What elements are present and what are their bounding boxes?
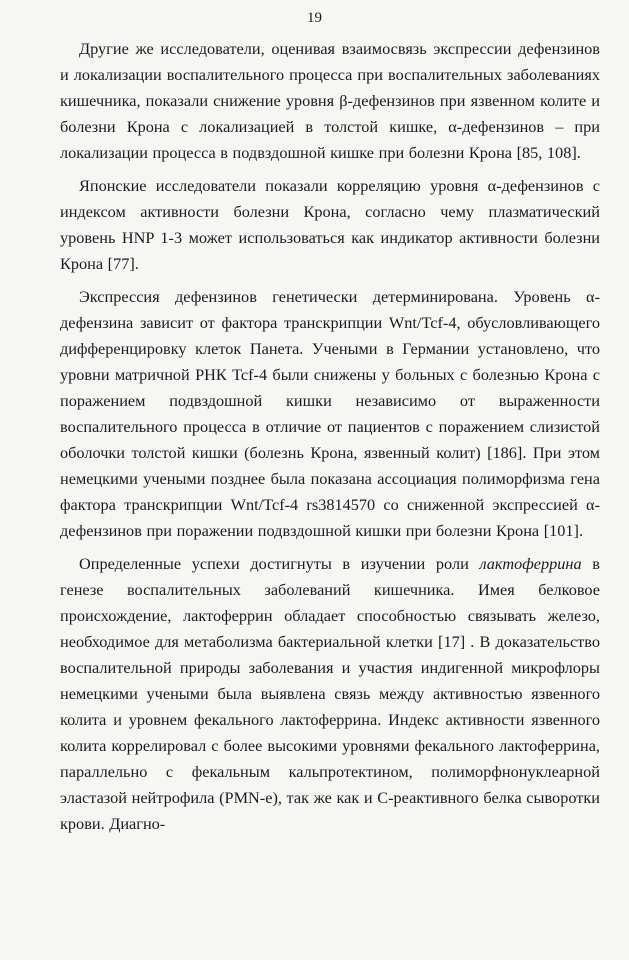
lactoferrin-text-before: Определенные успехи достигнуты в изучении роли <box>79 554 480 573</box>
body-text <box>60 36 600 844</box>
lactoferrin-term: лактоферрина <box>479 554 582 573</box>
lactoferrin-text-after: в генезе воспалительных заболеваний кишечника. Имея белковое происхождение, лактоферрин обладает способностью связывать железо, необходимое для метаболизма бактериальной клетки [17] . В доказательство воспалительной природы заболевания и участия индигенной микрофлоры немецкими учеными была выявлена связь между активностью язвенного колита и уровнем фекального лактоферрина. Индекс активности язвенного колита коррелировал с более высокими уровнями фекального лактоферрина, параллельно с фекальным кальпротектином, полиморфнонуклеарной эластазой нейтрофила (PMN-e), так же как и С-реактивного белка сыворотки крови. Диагно- <box>60 554 600 833</box>
page-number: 19 <box>307 10 322 26</box>
paragraph-genetic-expression: Экспрессия дефензинов генетически детерминирована. Уровень α-дефензина зависит от фактора транскрипции Wnt/Tcf-4, обусловливающего дифференцировку клеток Панета. Учеными в Германии установлено, что уровни матричной РНК Tcf-4 были снижены у больных с болезнью Крона с поражением подвздошной кишки независимо от выраженности воспалительного процесса в отличие от пациентов с поражением слизистой оболочки толстой кишки (болезнь Крона, язвенный колит) [186]. При этом немецкими учеными позднее была показана ассоциация полиморфизма гена фактора транскрипции Wnt/Tcf-4 rs3814570 со сниженной экспрессией α-дефензинов при поражении подвздошной кишки при болезни Крона [101]. <box>60 287 600 540</box>
paragraph-japanese-study: Японские исследователи показали корреляцию уровня α-дефензинов с индексом активности болезни Крона, согласно чему плазматический уровень HNP 1-3 может использоваться как индикатор активности болезни Крона [77]. <box>60 176 600 273</box>
paragraph-defensin-localization: Другие же исследователи, оценивая взаимосвязь экспрессии дефензинов и локализации воспалительного процесса при воспалительных заболеваниях кишечника, показали снижение уровня β-дефензинов при язвенном колите и болезни Крона с локализацией в толстой кишке, α-дефензинов – при локализации процесса в подвздошной кишке при болезни Крона [85, 108]. <box>60 39 600 162</box>
paragraph-lactoferrin <box>60 551 600 837</box>
